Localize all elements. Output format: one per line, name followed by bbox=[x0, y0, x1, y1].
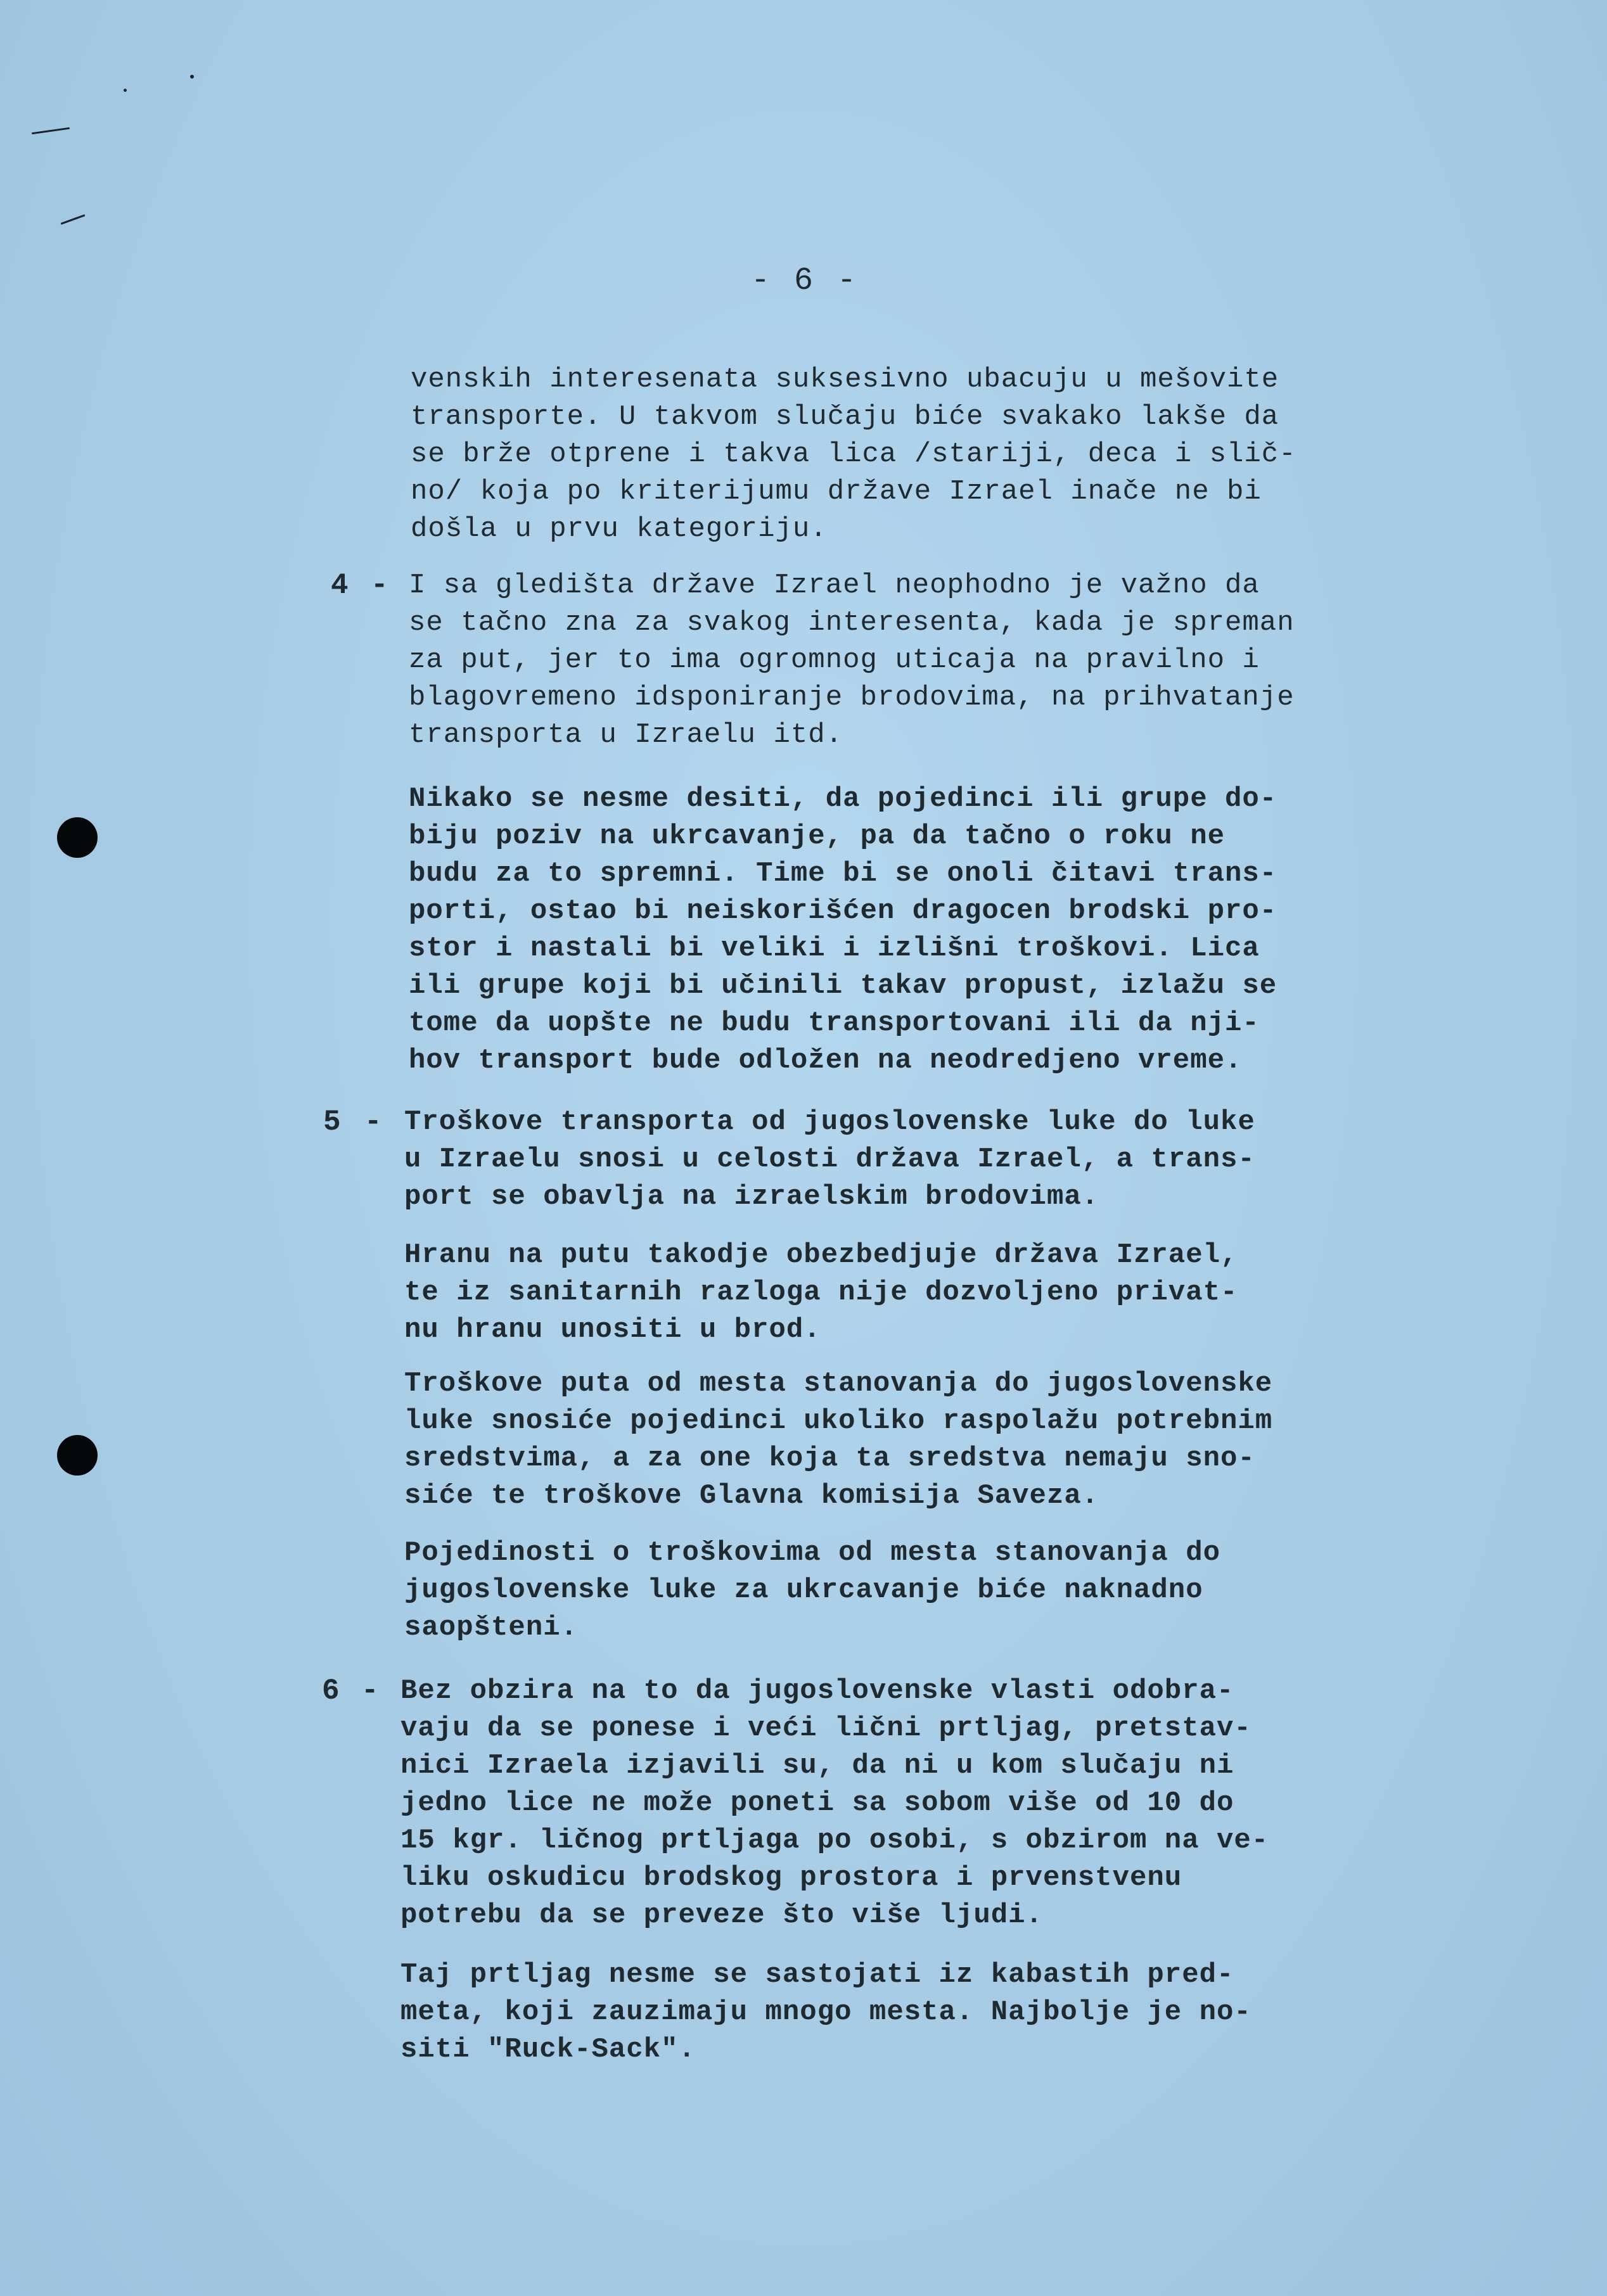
item-5-text: Troškove transporta od jugoslovenske luke do luke u Izraelu snosi u celosti država Izrael, a trans- port se obavlja na izraelskim brodovima. bbox=[404, 1106, 1255, 1213]
ink-mark bbox=[32, 127, 70, 134]
punch-hole-bottom bbox=[57, 1435, 98, 1476]
page-number: - 6 - bbox=[751, 263, 859, 299]
punch-hole-top bbox=[57, 817, 98, 858]
item-5-number: 5 bbox=[323, 1106, 341, 1138]
item-4-text: I sa gledišta države Izrael neophodno je važno da se tačno zna za svakog interesenta, kada je spreman za put, jer to ima ogromnog uticaja na pravilno i blagovremeno idsponiranje brodovima, na prihvatanje transporta u Izraelu itd. bbox=[409, 570, 1295, 751]
item-6-paragraph-2: Taj prtljag nesme se sastojati iz kabastih pred- meta, koji zauzimaju mnogo mesta. Najbolje je no- siti "Ruck-Sack". bbox=[400, 1959, 1252, 2065]
item-4-number: 4 bbox=[331, 569, 349, 602]
item-5-paragraph-2: Hranu na putu takodje obezbedjuje država Izrael, te iz sanitarnih razloga nije dozvoljeno privat- nu hranu unositi u brod. bbox=[404, 1239, 1238, 1346]
ink-dot bbox=[190, 75, 194, 79]
item-5-paragraph-3: Troškove puta od mesta stanovanja do jugoslovenske luke snosiće pojedinci ukoliko raspolažu potrebnim sredstvima, a za one koja ta sredstva nemaju sno- siće te troškove Glavna komisija Saveza. bbox=[404, 1368, 1273, 1512]
ink-dot bbox=[124, 89, 127, 92]
item-5-dash: - bbox=[364, 1106, 382, 1138]
item-5-paragraph-4: Pojedinosti o troškovima od mesta stanovanja do jugoslovenske luke za ukrcavanje biće naknadno saopšteni. bbox=[404, 1537, 1221, 1643]
item-6-dash: - bbox=[361, 1674, 379, 1707]
ink-mark bbox=[61, 214, 86, 224]
item-4-dash: - bbox=[371, 569, 388, 602]
item-4-paragraph-2: Nikako se nesme desiti, da pojedinci ili grupe do- biju poziv na ukrcavanje, pa da tačno o roku ne budu za to spremni. Time bi se onoli čitavi trans- porti, ostao bi neiskorišćen dragocen brodski pro- stor i nastali bi veliki i izlišni troškovi. Lica ili grupe koji bi učinili takav propust, izlažu se tome da uopšte ne budu transportovani ili da nji- hov transport bude odložen na neodredjeno vreme. bbox=[409, 783, 1277, 1076]
item-6-number: 6 bbox=[322, 1674, 340, 1707]
item-6-text: Bez obzira na to da jugoslovenske vlasti odobra- vaju da se ponese i veći lični prtljag, pretstav- nici Izraela izjavili su, da ni u kom slučaju ni jedno lice ne može poneti sa sobom više od 10 do 15 kgr. ličnog prtljaga po osobi, s obzirom na ve- liku oskudicu brodskog prostora i prvenstvenu potrebu da se preveze što više ljudi. bbox=[400, 1675, 1269, 1931]
continued-paragraph: venskih interesenata suksesivno ubacuju u mešovite transporte. U takvom slučaju biće svakako lakše da se brže otprene i takva lica /stariji, deca i slič- no/ koja po kriterijumu države Izrael inače ne bi došla u prvu kategoriju. bbox=[411, 364, 1296, 545]
